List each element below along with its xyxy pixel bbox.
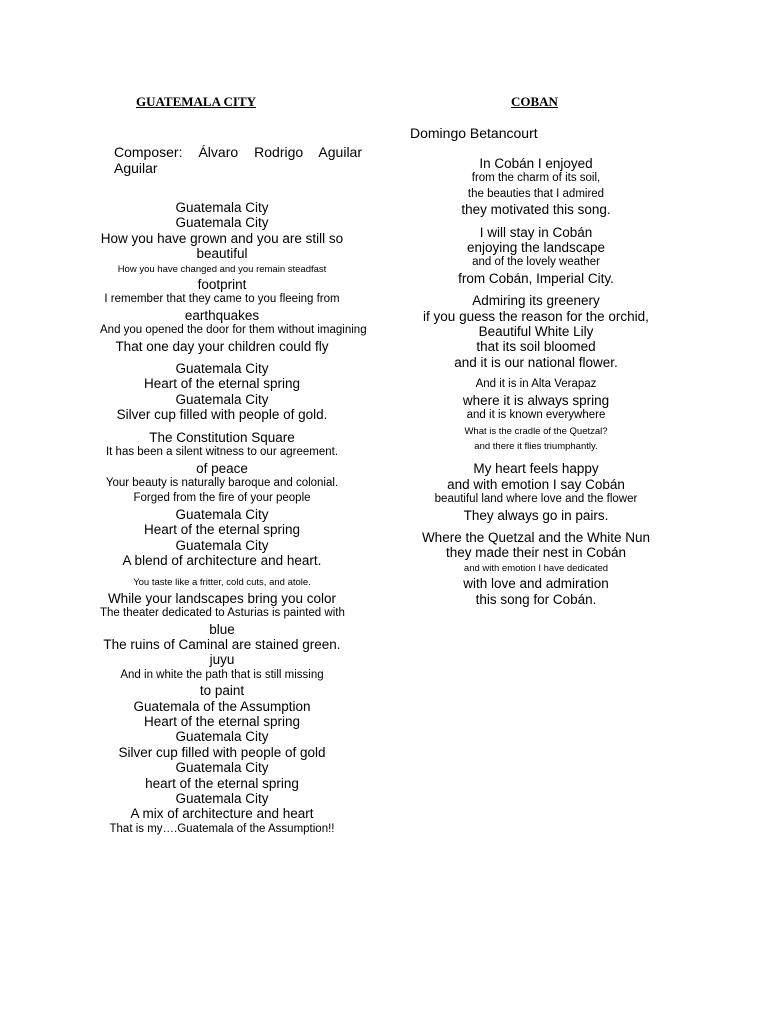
lyric-line: Guatemala City [175, 791, 269, 807]
lyric-line: and with emotion I say Cobán [447, 476, 625, 492]
song-title-coban: COBAN [511, 94, 558, 109]
lyric-line: They always go in pairs. [463, 507, 609, 523]
lyric-line: earthquakes [184, 307, 260, 323]
author-credit: Domingo Betancourt [410, 125, 538, 141]
lyric-line: Heart of the eternal spring [143, 376, 301, 392]
lyric-line: The theater dedicated to Asturias is painted with [100, 607, 345, 620]
lyric-line: The ruins of Caminal are stained green. [103, 636, 341, 652]
lyric-line: How you have grown and you are still so [100, 230, 344, 246]
lyric-line: That is my….Guatemala of the Assumption!! [109, 822, 335, 835]
lyric-line: and it is our national flower. [454, 354, 618, 370]
lyric-line: they made their nest in Cobán [445, 545, 627, 561]
lyric-line: Forged from the fire of your people [133, 492, 311, 505]
composer-credit: Composer: Álvaro Rodrigo Aguilar Aguilar [114, 144, 362, 176]
lyric-line: with love and admiration [463, 576, 609, 592]
lyric-line: Beautiful White Lily [478, 324, 594, 340]
lyric-line: Guatemala City [175, 215, 269, 231]
lyric-line: That one day your children could fly [115, 338, 329, 354]
lyrics-guatemala-city [100, 200, 367, 837]
lyric-line: Guatemala City [175, 537, 269, 553]
lyric-line: they motivated this song. [461, 202, 611, 218]
lyric-line: Admiring its greenery [472, 293, 600, 309]
lyric-line: if you guess the reason for the orchid, [423, 308, 649, 324]
lyric-line: I will stay in Cobán [479, 224, 593, 240]
lyric-line: juyu [209, 652, 235, 668]
lyric-line: It has been a silent witness to our agreement. [105, 446, 339, 459]
lyric-line: and with emotion I have dedicated [463, 562, 609, 574]
lyric-line: Guatemala City [175, 506, 269, 522]
song-title-guatemala-city: GUATEMALA CITY [136, 94, 257, 109]
lyric-line: footprint [197, 277, 247, 293]
lyric-line: Guatemala City [175, 391, 269, 407]
lyric-line: Your beauty is naturally baroque and colonial. [105, 476, 339, 489]
lyric-line: this song for Cobán. [475, 591, 597, 607]
lyric-line: Guatemala City [175, 361, 269, 377]
lyric-line: the beauties that I admired [467, 187, 605, 200]
lyric-line: from Cobán, Imperial City. [458, 270, 614, 286]
lyric-line: and there it flies triumphantly. [474, 440, 598, 452]
lyric-line: The Constitution Square [149, 429, 295, 445]
lyric-line: that its soil bloomed [476, 339, 596, 355]
lyric-line: Heart of the eternal spring [143, 714, 301, 729]
lyric-line: You taste like a fritter, cold cuts, and atole. [133, 577, 311, 589]
lyric-line: enjoying the landscape [466, 240, 606, 256]
lyric-line: of peace [196, 460, 248, 476]
lyric-line: And it is in Alta Verapaz [475, 378, 597, 391]
lyric-line: Guatemala City [175, 760, 269, 776]
lyrics-coban [416, 156, 656, 607]
lyric-line: from the charm of its soil, [471, 172, 601, 185]
lyric-line: How you have changed and you remain steadfast [117, 263, 327, 275]
lyric-line: My heart feels happy [473, 461, 599, 477]
lyric-line: In Cobán I enjoyed [479, 156, 593, 171]
lyric-line: And in white the path that is still missing [120, 668, 324, 681]
lyric-line: to paint [199, 683, 245, 699]
lyric-line: A blend of architecture and heart. [122, 552, 322, 568]
lyric-line: I remember that they came to you fleeing from [104, 293, 340, 306]
lyric-line: While your landscapes bring you color [107, 590, 337, 606]
lyric-line: Heart of the eternal spring [143, 522, 301, 538]
lyric-line: beautiful [196, 246, 248, 262]
lyric-line: beautiful land where love and the flower [434, 493, 638, 506]
lyric-line: Guatemala City [175, 729, 269, 745]
lyric-line: and it is known everywhere [466, 409, 606, 422]
lyric-line: Guatemala City [175, 200, 269, 215]
lyric-line: And you opened the door for them without imagining [100, 324, 367, 337]
lyric-line: blue [209, 621, 235, 637]
lyric-line: What is the cradle of the Quetzal? [464, 425, 608, 437]
lyric-line: Silver cup filled with people of gold [118, 744, 326, 760]
lyric-line: A mix of architecture and heart [130, 806, 314, 822]
lyric-line: where it is always spring [462, 392, 610, 408]
lyric-line: Where the Quetzal and the White Nun [421, 529, 651, 545]
lyric-line: Guatemala of the Assumption [133, 698, 311, 714]
lyric-line: Silver cup filled with people of gold. [116, 407, 328, 423]
lyric-line: heart of the eternal spring [145, 775, 299, 791]
lyric-line: and of the lovely weather [472, 256, 600, 269]
